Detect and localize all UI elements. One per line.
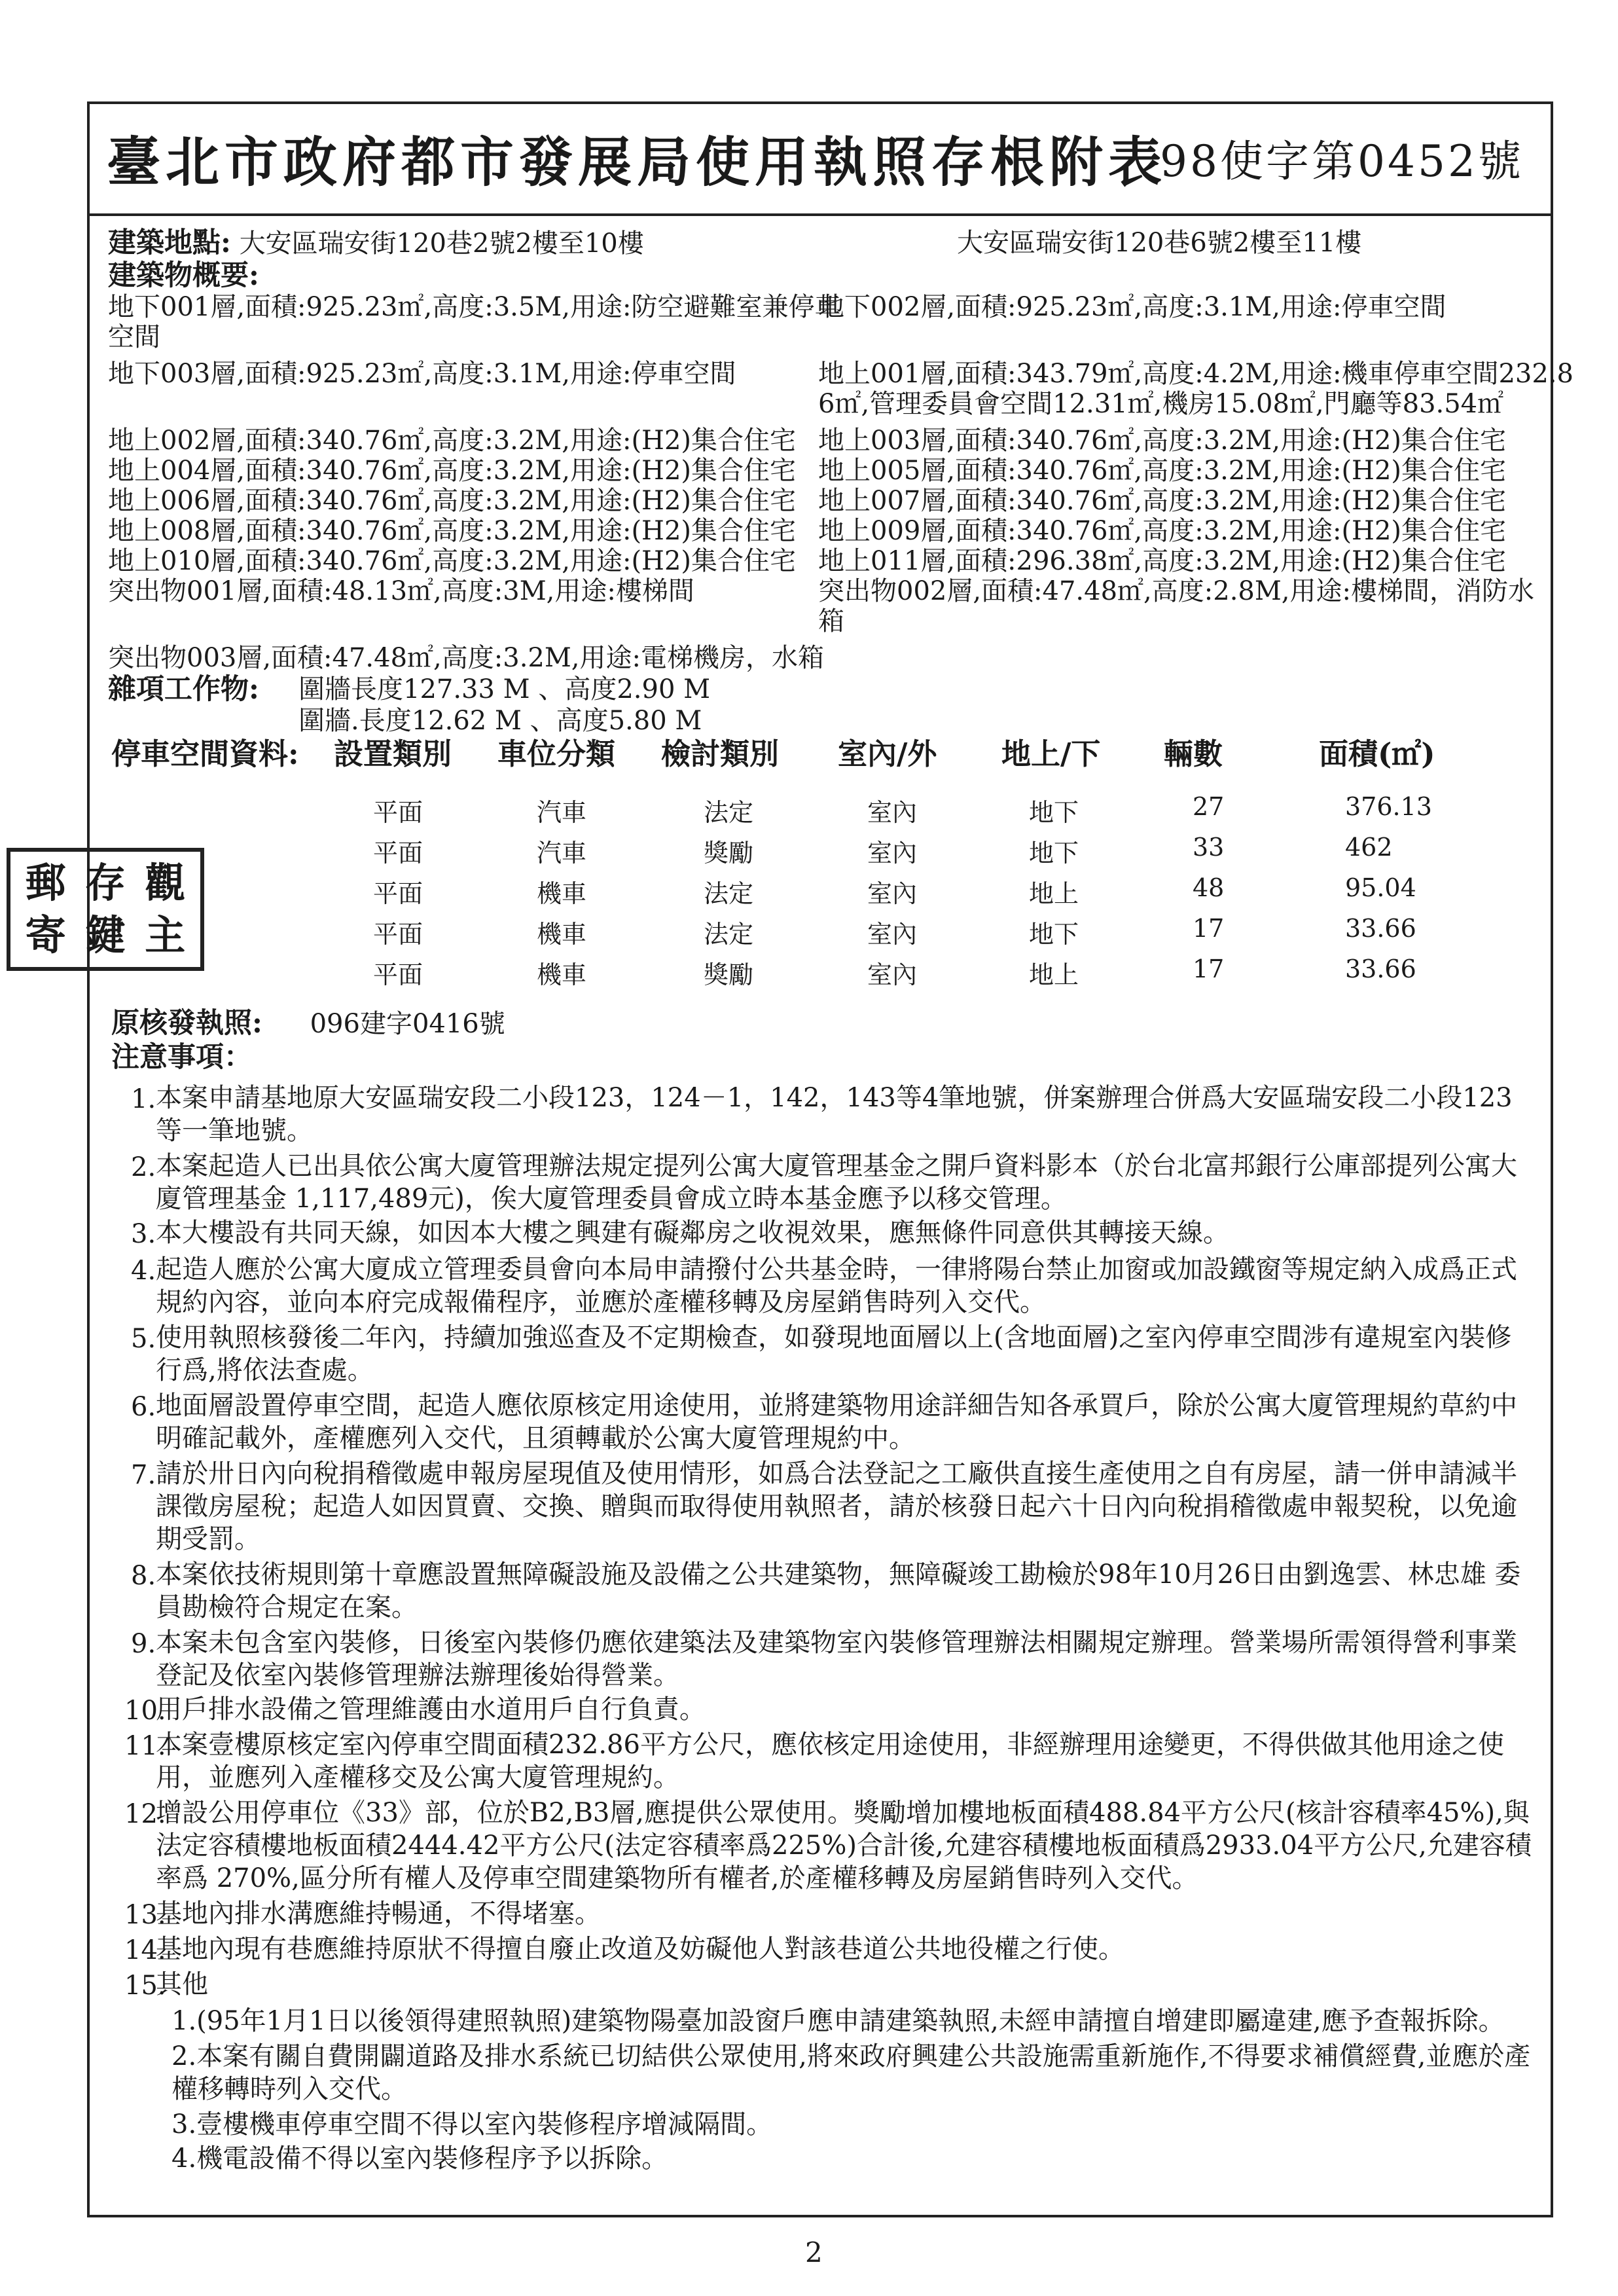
parking-cell: 95.04 (1345, 873, 1416, 902)
stamp-char: 存 (84, 859, 126, 907)
parking-cell: 平面 (373, 879, 423, 908)
misc-works-item: 圍牆.長度12.62 M 、高度5.80 M (298, 706, 702, 736)
parking-cell: 33.66 (1345, 955, 1416, 983)
overview-right-line: 地上005層,面積:340.76㎡,高度:3.2M,用途:(H2)集合住宅 (818, 456, 1506, 486)
overview-left-line: 地下003層,面積:925.23㎡,高度:3.1M,用途:停車空間 (108, 359, 736, 389)
parking-cell: 汽車 (537, 798, 587, 827)
misc-works-item: 圍牆長度127.33 M 、高度2.90 M (298, 674, 711, 704)
note-text: 增設公用停車位《33》部，位於B2,B3層,應提供公眾使用。獎勵增加樓地板面積488.84平方公尺(核計容積率45%),與法定容積樓地板面積2444.42平方公尺(法定容積率爲225%)合計後,允建容積樓地板面積爲2933.04平方公尺,允建容積率爲 270%,區分所有權人及停車空間建築物所有權者,於產權移轉及房屋銷售時列入交代。 (156, 1798, 1532, 1893)
parking-cell: 機車 (537, 879, 587, 908)
parking-cell: 法定 (704, 920, 754, 949)
note-text: 起造人應於公寓大廈成立管理委員會向本局申請撥付公共基金時，一律將陽台禁止加窗或加設鐵窗等規定納入成爲正式規約內容，並向本府完成報備程序，並應於產權移轉及房屋銷售時列入交代。 (156, 1254, 1517, 1317)
parking-cell: 17 (1193, 914, 1225, 943)
parking-cell: 機車 (537, 960, 587, 989)
parking-cell: 27 (1193, 792, 1225, 821)
overview-right-line: 箱 (818, 606, 844, 636)
overview-left-line: 地上008層,面積:340.76㎡,高度:3.2M,用途:(H2)集合住宅 (108, 516, 796, 546)
note-text: 本案起造人已出具依公寓大廈管理辦法規定提列公寓大廈管理基金之開戶資料影本（於台北富邦銀行公庫部提列公寓大廈管理基金 1,117,489元)，俟大廈管理委員會成立時本基金應予以移交管理。 (156, 1151, 1517, 1214)
title-bar (87, 101, 1553, 216)
note-sub-item: 4.機電設備不得以室內裝修程序予以拆除。 (171, 2143, 668, 2174)
stamp-char: 鍵 (84, 911, 126, 959)
notes-label: 注意事項： (111, 1041, 252, 1074)
note-number: 11. (124, 1731, 166, 1761)
parking-header: 地上/下 (1001, 737, 1101, 771)
note-number: 2. (131, 1152, 156, 1182)
note-text: 本案依技術規則第十章應設置無障礙設施及設備之公共建築物，無障礙竣工勘檢於98年10月26日由劉逸雲、林忠雄 委員勘檢符合規定在案。 (156, 1559, 1521, 1622)
parking-header: 室內/外 (838, 737, 937, 771)
parking-cell: 室內 (867, 879, 918, 908)
parking-cell: 地下 (1029, 839, 1079, 867)
note-sub-item: 2.本案有關自費開闢道路及排水系統已切結供公眾使用,將來政府興建公共設施需重新施作,不得要求補償經費,並應於產權移轉時列入交代。 (171, 2041, 1531, 2104)
parking-cell: 地下 (1029, 798, 1079, 827)
misc-works-label: 雜項工作物: (108, 673, 259, 706)
parking-header: 檢討類別 (661, 737, 780, 771)
overview-left-line: 地上010層,面積:340.76㎡,高度:3.2M,用途:(H2)集合住宅 (108, 546, 796, 576)
overview-right-line: 突出物002層,面積:47.48㎡,高度:2.8M,用途:樓梯間，消防水 (818, 576, 1535, 606)
note-sub-item: 1.(95年1月1日以後領得建照執照)建築物陽臺加設窗戶應申請建築執照,未經申請擅自增建即屬違建,應予查報拆除。 (171, 2006, 1505, 2036)
parking-cell: 平面 (373, 839, 423, 867)
note-number: 7. (131, 1460, 156, 1490)
note-number: 4. (131, 1256, 156, 1286)
note-text: 本大樓設有共同天線，如因本大樓之興建有礙鄰房之收視效果，應無條件同意供其轉接天線。 (156, 1218, 1229, 1248)
note-number: 5. (131, 1324, 156, 1354)
overview-right-line: 地上009層,面積:340.76㎡,高度:3.2M,用途:(H2)集合住宅 (818, 516, 1506, 546)
parking-cell: 獎勵 (704, 839, 754, 867)
parking-cell: 平面 (373, 960, 423, 989)
overview-right-line: 地上001層,面積:343.79㎡,高度:4.2M,用途:機車停車空間232.8 (818, 359, 1573, 389)
document-title: 臺北市政府都市發展局使用執照存根附表 (107, 131, 1168, 194)
overview-left-line: 突出物001層,面積:48.13㎡,高度:3M,用途:樓梯間 (108, 576, 694, 606)
parking-cell: 地上 (1029, 960, 1079, 989)
parking-cell: 地上 (1029, 879, 1079, 908)
note-number: 14. (124, 1935, 166, 1965)
stamp-char: 觀 (145, 859, 186, 907)
parking-label: 停車空間資料: (111, 737, 299, 771)
overview-right-line: 地下002層,面積:925.23㎡,高度:3.1M,用途:停車空間 (818, 292, 1447, 322)
original-permit-row (111, 1008, 505, 1039)
note-number: 1. (131, 1084, 156, 1114)
overview-left-line: 地上002層,面積:340.76㎡,高度:3.2M,用途:(H2)集合住宅 (108, 426, 796, 456)
overview-right-line: 地上003層,面積:340.76㎡,高度:3.2M,用途:(H2)集合住宅 (818, 426, 1506, 456)
note-text: 本案未包含室內裝修，日後室內裝修仍應依建築法及建築物室內裝修管理辦法相關規定辦理。營業場所需領得營利事業登記及依室內裝修管理辦法辦理後始得營業。 (156, 1628, 1517, 1690)
overview-left-line: 突出物003層,面積:47.48㎡,高度:3.2M,用途:電梯機房，水箱 (108, 643, 825, 673)
overview-left-line: 地上006層,面積:340.76㎡,高度:3.2M,用途:(H2)集合住宅 (108, 486, 796, 516)
note-number: 9. (131, 1629, 156, 1659)
note-number: 6. (131, 1392, 156, 1422)
official-seal-stamp (7, 848, 204, 971)
parking-header: 設置類別 (334, 737, 452, 771)
overview-right-line: 地上011層,面積:296.38㎡,高度:3.2M,用途:(H2)集合住宅 (818, 546, 1506, 576)
note-text: 請於卅日內向稅捐稽徵處申報房屋現值及使用情形，如爲合法登記之工廠供直接生產使用之自有房屋，請一併申請減半課徵房屋稅；起造人如因買賣、交換、贈與而取得使用執照者，請於核發日起六十日內向稅捐稽徵處申報契稅，以免逾期受罰。 (156, 1459, 1517, 1554)
overview-right-line: 地上007層,面積:340.76㎡,高度:3.2M,用途:(H2)集合住宅 (818, 486, 1506, 516)
site-row (108, 228, 644, 259)
parking-cell: 獎勵 (704, 960, 754, 989)
note-number: 3. (131, 1219, 156, 1249)
note-number: 8. (131, 1561, 156, 1591)
overview-left-line: 空間 (108, 322, 160, 352)
parking-header: 面積(㎡) (1319, 737, 1435, 771)
parking-cell: 汽車 (537, 839, 587, 867)
document-number: 98使字第0452號 (1160, 136, 1524, 187)
original-permit-label: 原核發執照: (111, 1007, 262, 1040)
parking-cell: 462 (1345, 833, 1393, 862)
note-text: 本案壹樓原核定室內停車空間面積232.86平方公尺，應依核定用途使用，非經辦理用途變更，不得供做其他用途之使用，並應列入產權移交及公寓大廈管理規約。 (156, 1730, 1504, 1793)
site-label: 建築地點: (108, 227, 231, 259)
note-text: 其他 (156, 1969, 208, 1999)
parking-cell: 376.13 (1345, 792, 1432, 821)
parking-header: 輛數 (1164, 737, 1223, 771)
parking-cell: 室內 (867, 798, 918, 827)
parking-cell: 法定 (704, 879, 754, 908)
parking-cell: 48 (1193, 873, 1225, 902)
note-number: 10. (124, 1696, 166, 1726)
stamp-char: 寄 (25, 911, 66, 959)
parking-cell: 室內 (867, 839, 918, 867)
note-text: 用戶排水設備之管理維護由水道用戶自行負責。 (156, 1694, 706, 1724)
stamp-char: 郵 (25, 859, 66, 907)
overview-left-line: 地下001層,面積:925.23㎡,高度:3.5M,用途:防空避難室兼停車 (108, 292, 841, 322)
parking-cell: 17 (1193, 955, 1225, 983)
overview-right-line: 6㎡,管理委員會空間12.31㎡,機房15.08㎡,門廳等83.54㎡ (818, 389, 1504, 419)
note-text: 地面層設置停車空間，起造人應依原核定用途使用，並將建築物用途詳細告知各承買戶，除於公寓大廈管理規約草約中明確記載外，產權應列入交代，且須轉載於公寓大廈管理規約中。 (156, 1391, 1517, 1453)
site-address-2: 大安區瑞安街120巷6號2樓至11樓 (957, 228, 1362, 258)
note-sub-item: 3.壹樓機車停車空間不得以室內裝修程序增減隔間。 (171, 2109, 773, 2140)
parking-cell: 法定 (704, 798, 754, 827)
site-address-1: 大安區瑞安街120巷2號2樓至10樓 (239, 228, 644, 259)
page-number: 2 (805, 2236, 823, 2269)
parking-cell: 地下 (1029, 920, 1079, 949)
overview-label: 建築物概要: (108, 259, 259, 292)
note-number: 13. (124, 1900, 166, 1930)
note-number: 15. (124, 1971, 166, 2001)
overview-left-line: 地上004層,面積:340.76㎡,高度:3.2M,用途:(H2)集合住宅 (108, 456, 796, 486)
parking-cell: 33 (1193, 833, 1225, 862)
note-text: 基地內現有巷應維持原狀不得擅自廢止改道及妨礙他人對該巷道公共地役權之行使。 (156, 1934, 1124, 1964)
parking-header: 車位分類 (497, 737, 616, 771)
parking-cell: 機車 (537, 920, 587, 949)
parking-cell: 平面 (373, 798, 423, 827)
original-permit-value: 096建字0416號 (310, 1009, 505, 1039)
note-text: 本案申請基地原大安區瑞安段二小段123，124－1，142，143等4筆地號，併案辦理合併爲大安區瑞安段二小段123等一筆地號。 (156, 1083, 1513, 1146)
note-text: 使用執照核發後二年內，持續加強巡查及不定期檢查，如發現地面層以上(含地面層)之室內停車空間涉有違規室內裝修行爲,將依法查處。 (156, 1322, 1512, 1385)
note-text: 基地內排水溝應維持暢通，不得堵塞。 (156, 1899, 601, 1929)
parking-cell: 33.66 (1345, 914, 1416, 943)
parking-cell: 平面 (373, 920, 423, 949)
parking-cell: 室內 (867, 920, 918, 949)
stamp-char: 主 (145, 911, 186, 959)
note-number: 12. (124, 1799, 166, 1829)
parking-cell: 室內 (867, 960, 918, 989)
